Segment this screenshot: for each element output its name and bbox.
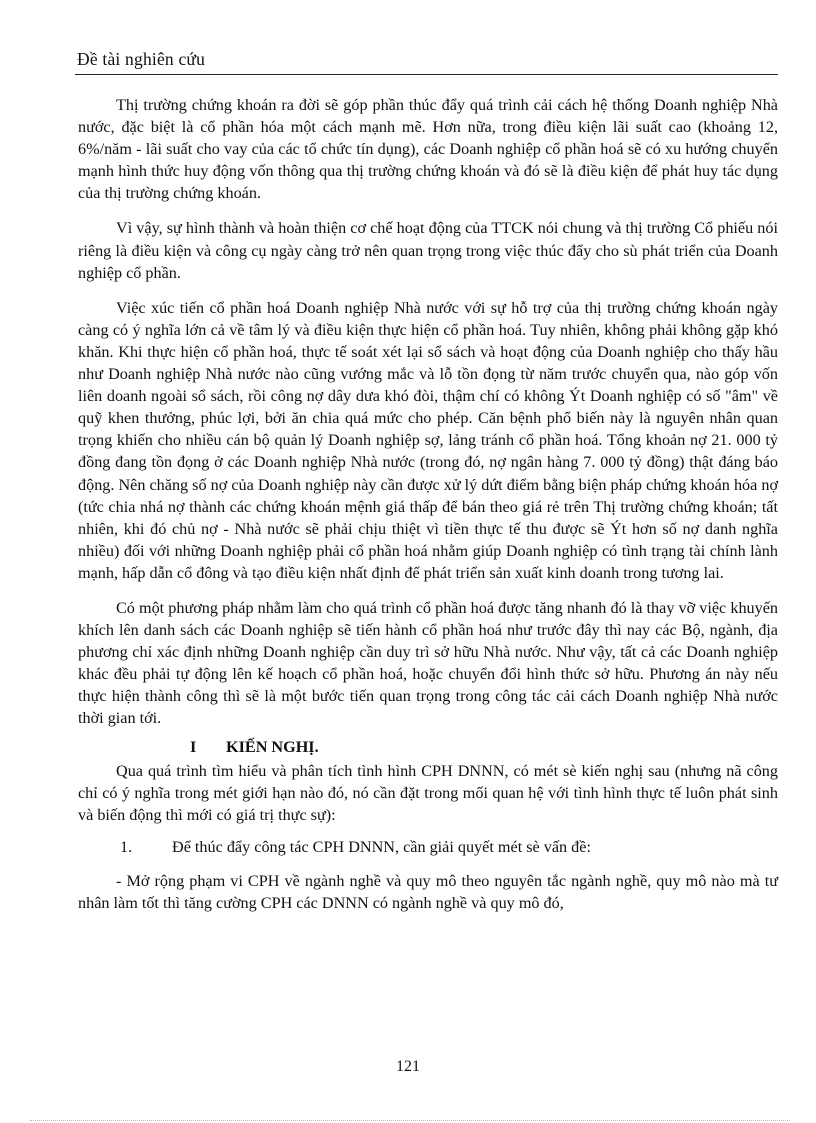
page-number: 121 bbox=[396, 1058, 420, 1075]
document-body bbox=[78, 94, 778, 914]
section-number: I bbox=[190, 737, 197, 756]
section-title: KIẾN NGHỊ. bbox=[226, 737, 319, 756]
item-number: 1. bbox=[120, 837, 133, 856]
footer-divider bbox=[30, 1120, 790, 1121]
paragraph-3: Việc xúc tiến cổ phần hoá Doanh nghiệp Nhà nước với sự hỗ trợ của thị trường chứng khoán ngày càng có ý nghĩa lớn cả về tâm lý và điều kiện thực hiện cổ phần hoá. Tuy nhiên, không phải không gặp khó khăn. Khi thực hiện cổ phần hoá, thực tế soát xét lại sổ sách và hoạt động của Doanh nghiệp cho thấy hầu như Doanh nghiệp Nhà nước nào cũng vướng mắc và lỗ tồn đọng từ năm trước chuyển qua, nào góp vốn liên doanh ngoài sổ sách, rồi công nợ dây dưa khó đòi, thậm chí có không Ýt Doanh nghiệp có số "âm" về quỹ khen thưởng, phúc lợi, bởi ăn chia quá mức cho phép. Căn bệnh phổ biến này là nguyên nhân quan trọng khiến cho nhiều cán bộ quản lý Doanh nghiệp sợ, lảng tránh cổ phần hoá. Tổng khoản nợ 21. 000 tỷ đồng đang tồn đọng ở các Doanh nghiệp Nhà nước (trong đó, nợ ngân hàng 7. 000 tỷ đồng) thật đáng báo động. Nên chăng số nợ của Doanh nghiệp này cần được xử lý dứt điểm bằng biện pháp chứng khoán hóa nợ (tức chia nhá nợ thành các chứng khoán mệnh giá thấp để bán theo giá rẻ trên Thị trường chứng khoán; tất nhiên, khi đó chủ nợ - Nhà nước sẽ phải chịu thiệt vì tiền thực tế thu được sẽ Ýt hơn số nợ danh nghĩa nhiều) đối với những Doanh nghiệp phải cổ phần hoá nhằm giúp Doanh nghiệp có tình trạng tài chính lành mạnh, hấp dẫn cổ đông và tạo điều kiện nhất định để phát triển sản xuất kinh doanh trong tương lai. bbox=[78, 298, 779, 582]
section-intro: Qua quá trình tìm hiểu và phân tích tình hình CPH DNNN, có mét sè kiến nghị sau (nhưng nã công chỉ có ý nghĩa trong mét giới hạn nào đó, nó cần đặt trong mối quan hệ với tình hình thực tế luôn phát sinh và biến động thì mới có giá trị thực sự): bbox=[78, 761, 778, 824]
paragraph-1: Thị trường chứng khoán ra đời sẽ góp phần thúc đẩy quá trình cải cách hệ thống Doanh nghiệp Nhà nước, đặc biệt là cổ phần hóa một cách mạnh mẽ. Hơn nữa, trong điều kiện lãi suất cao (khoảng 12, 6%/năm - lãi suất cho vay của các tổ chức tín dụng), các Doanh nghiệp cổ phần hoá sẽ có xu hướng chuyển mạnh hình thức huy động vốn thông qua thị trường chứng khoán và đó sẽ là điều kiện để phát huy tác dụng của thị trường chứng khoán. bbox=[78, 96, 778, 203]
item-text: Để thúc đẩy công tác CPH DNNN, cần giải quyết mét sè vấn đề: bbox=[172, 837, 591, 856]
page-header-title: Đề tài nghiên cứu bbox=[77, 49, 206, 69]
numbered-item bbox=[78, 836, 778, 858]
header-divider bbox=[75, 74, 778, 75]
paragraph-4: Có một phương pháp nhằm làm cho quá trình cổ phần hoá được tăng nhanh đó là thay vỡ việc khuyến khích lên danh sách các Doanh nghiệp sẽ tiến hành cổ phần hoá như trước đây thì nay các Bộ, ngành, địa phương chỉ xác định những Doanh nghiệp cần duy trì sở hữu Nhà nước. Như vậy, tất cả các Doanh nghiệp khác đều phải tự động lên kế hoạch cổ phần hoá, hoặc chuyển đổi hình thức sở hữu. Phương án này nếu thực hiện thành công thì sẽ là một bước tiến quan trọng trong công tác cải cách Doanh nghiệp Nhà nước thời gian tới. bbox=[78, 598, 778, 728]
section-heading bbox=[78, 736, 778, 758]
paragraph-2: Vì vậy, sự hình thành và hoàn thiện cơ chế hoạt động của TTCK nói chung và thị trường Cổ phiếu nói riêng là điều kiện và công cụ ngày càng trở nên quan trọng trong việc thúc đẩy cho sù phát triển của Doanh nghiệp cổ phần. bbox=[78, 219, 778, 282]
bullet-paragraph: - Mở rộng phạm vi CPH về ngành nghề và quy mô theo nguyên tắc ngành nghề, quy mô nào mà tư nhân làm tốt thì tăng cường CPH các DNNN có ngành nghề và quy mô đó, bbox=[78, 871, 778, 912]
